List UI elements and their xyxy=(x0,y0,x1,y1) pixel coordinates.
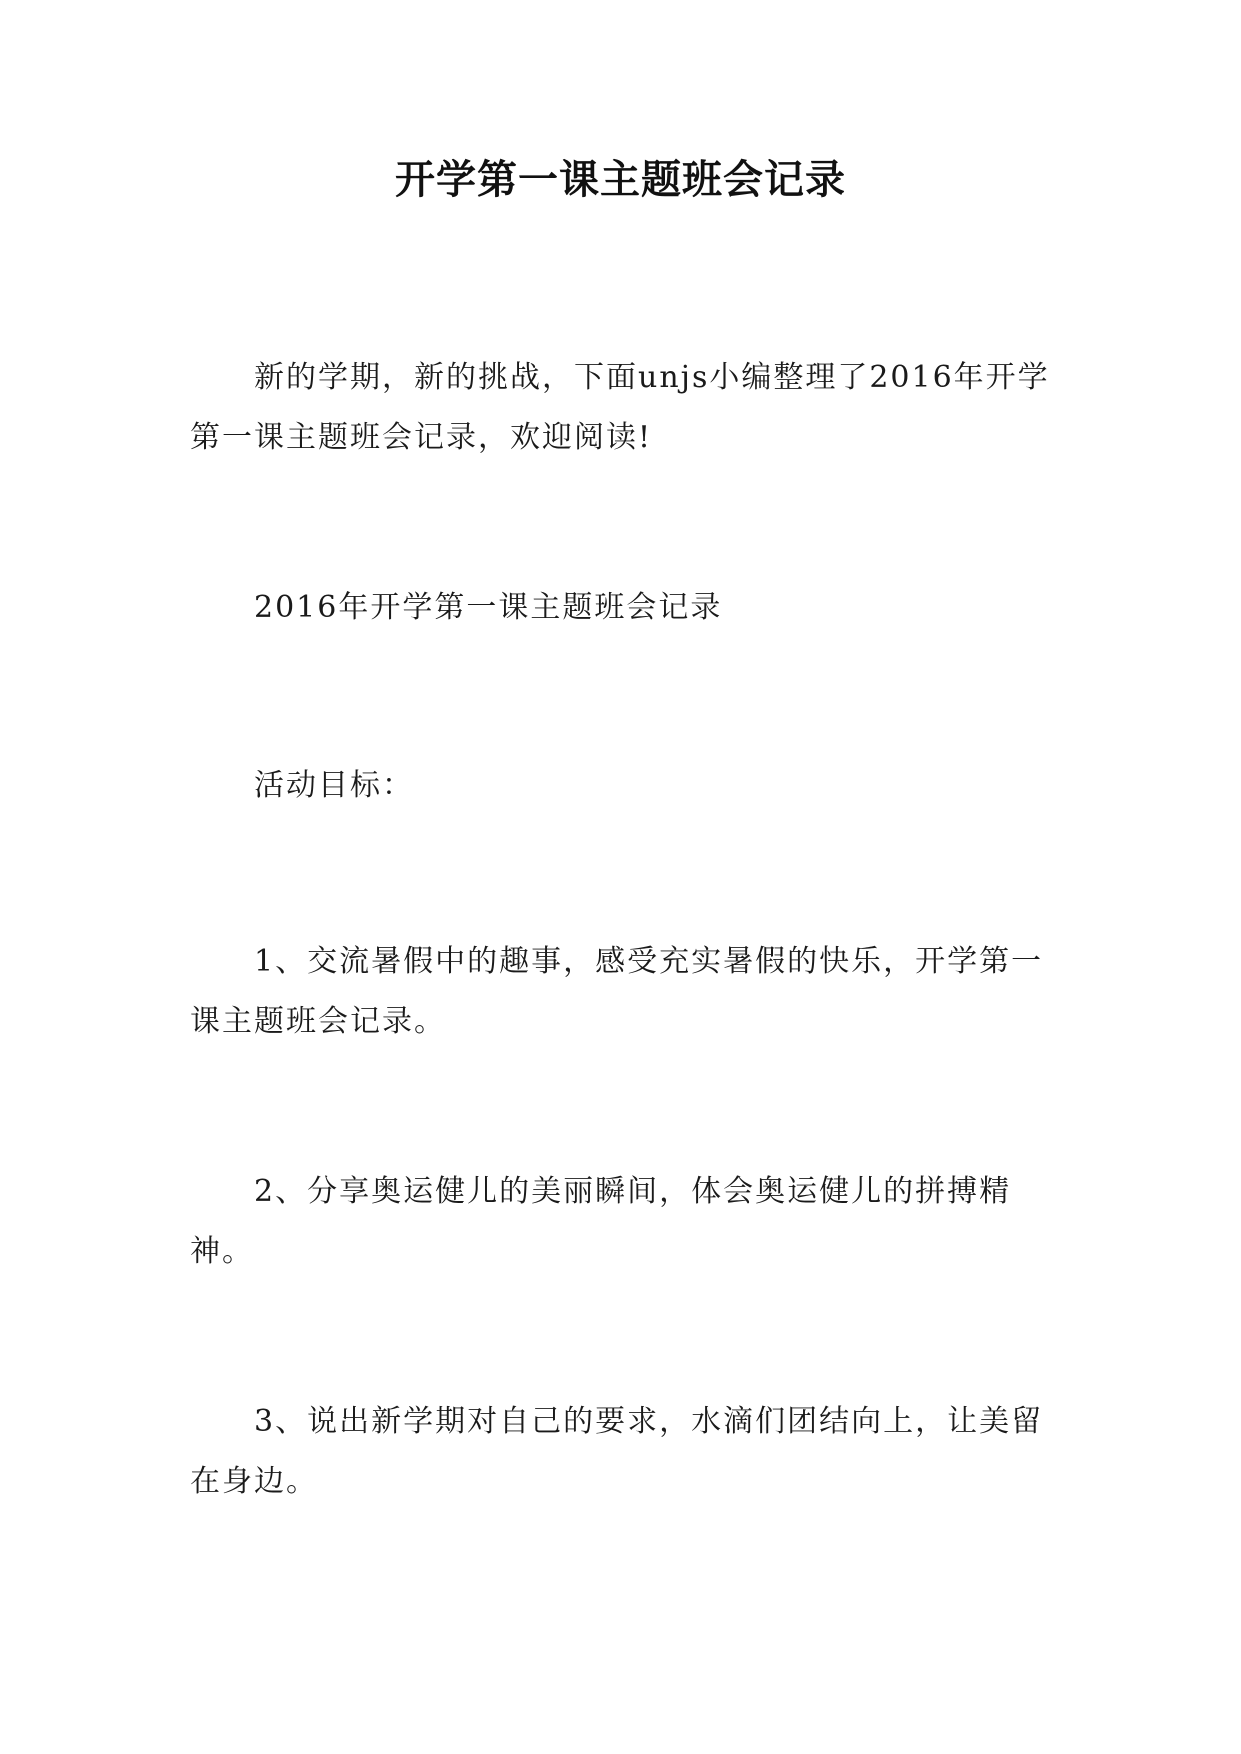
goal-item-3: 3、说出新学期对自己的要求，水滴们团结向上，让美留在身边。 xyxy=(190,1404,1044,1499)
document-title: 开学第一课主题班会记录 xyxy=(395,156,846,203)
goal-item-1: 1、交流暑假中的趣事，感受充实暑假的快乐，开学第一课主题班会记录。 xyxy=(190,944,1044,1039)
goal-item-2: 2、分享奥运健儿的美丽瞬间，体会奥运健儿的拼搏精神。 xyxy=(190,1174,1012,1269)
subtitle-paragraph: 2016年开学第一课主题班会记录 xyxy=(254,590,723,625)
intro-paragraph: 新的学期，新的挑战，下面unjs小编整理了2016年开学第一课主题班会记录，欢迎阅读! xyxy=(190,360,1050,455)
goals-heading: 活动目标： xyxy=(254,768,414,803)
